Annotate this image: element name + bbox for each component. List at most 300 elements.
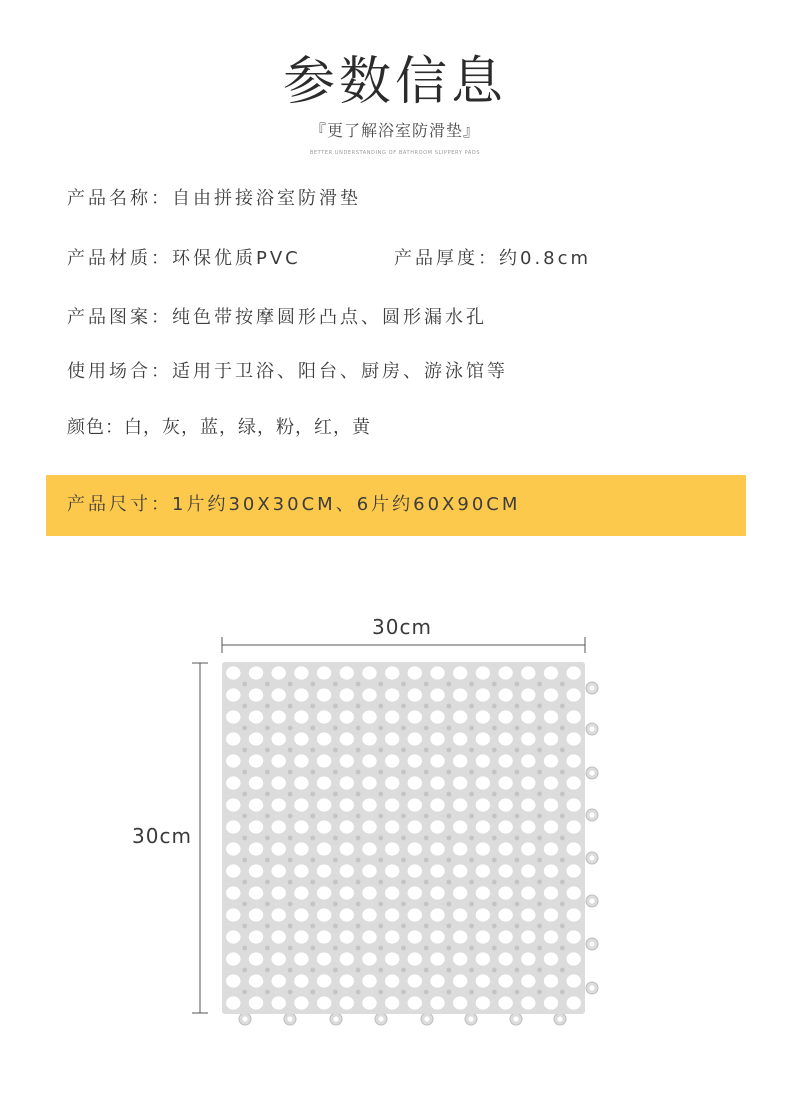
drain-hole <box>272 996 286 1009</box>
massage-bump <box>333 902 338 907</box>
massage-bump <box>492 770 497 775</box>
drain-hole <box>476 776 490 789</box>
drain-hole <box>544 886 558 899</box>
massage-bump <box>242 748 247 753</box>
massage-bump <box>515 902 520 907</box>
massage-bump <box>333 748 338 753</box>
drain-hole <box>294 842 308 855</box>
drain-hole <box>362 930 376 943</box>
spec-value: 自由拼接浴室防滑垫 <box>172 188 361 209</box>
massage-bump <box>424 770 429 775</box>
drain-hole <box>544 952 558 965</box>
bottom-connector-tabs <box>239 1013 566 1025</box>
massage-bump <box>265 990 270 995</box>
massage-bump <box>288 880 293 885</box>
massage-bump <box>560 880 565 885</box>
drain-hole <box>249 864 263 877</box>
massage-bump <box>265 748 270 753</box>
massage-bump <box>401 770 406 775</box>
drain-hole <box>340 798 354 811</box>
massage-bump <box>515 770 520 775</box>
massage-bump <box>537 968 542 973</box>
drain-hole <box>385 908 399 921</box>
massage-bump <box>242 726 247 731</box>
drain-hole <box>544 688 558 701</box>
right-connector-tabs <box>586 682 598 994</box>
drain-hole <box>340 886 354 899</box>
drain-hole <box>385 996 399 1009</box>
drain-hole <box>408 820 422 833</box>
spec-value: 白，灰，蓝，绿，粉，红，黄 <box>124 417 371 438</box>
drain-hole <box>567 952 581 965</box>
drain-hole <box>567 908 581 921</box>
massage-bump <box>537 858 542 863</box>
massage-bump <box>310 990 315 995</box>
drain-hole <box>317 688 331 701</box>
drain-hole <box>521 754 535 767</box>
connector-tab-hole <box>424 1016 429 1021</box>
spec-label: 产品名称： <box>67 188 172 209</box>
drain-hole <box>498 688 512 701</box>
massage-bump <box>265 704 270 709</box>
drain-hole <box>567 930 581 943</box>
drain-hole <box>430 952 444 965</box>
massage-bump <box>447 748 452 753</box>
massage-bump <box>333 968 338 973</box>
drain-hole <box>362 952 376 965</box>
connector-tab-hole <box>589 685 594 690</box>
height-dimension-line <box>192 663 208 1013</box>
massage-bump <box>378 726 383 731</box>
massage-bump <box>515 880 520 885</box>
massage-bump <box>265 836 270 841</box>
massage-bump <box>492 792 497 797</box>
massage-bump <box>424 924 429 929</box>
connector-tab-hole <box>589 855 594 860</box>
drain-hole <box>385 974 399 987</box>
drain-hole <box>226 842 240 855</box>
drain-hole <box>340 710 354 723</box>
massage-bump <box>356 704 361 709</box>
drain-hole <box>249 996 263 1009</box>
connector-tab-hole <box>468 1016 473 1021</box>
drain-hole <box>430 732 444 745</box>
massage-bump <box>469 682 474 687</box>
drain-hole <box>408 798 422 811</box>
massage-bump <box>492 836 497 841</box>
drain-hole <box>272 710 286 723</box>
drain-hole <box>385 710 399 723</box>
drain-hole <box>430 820 444 833</box>
drain-hole <box>294 996 308 1009</box>
drain-hole <box>294 864 308 877</box>
drain-hole <box>498 908 512 921</box>
massage-bump <box>515 748 520 753</box>
drain-hole <box>521 886 535 899</box>
drain-hole <box>362 710 376 723</box>
drain-hole <box>453 952 467 965</box>
drain-hole <box>453 842 467 855</box>
massage-bump <box>469 968 474 973</box>
massage-bump <box>310 792 315 797</box>
drain-hole <box>453 974 467 987</box>
massage-bump <box>310 770 315 775</box>
width-dimension-line <box>222 637 585 653</box>
massage-bump <box>333 880 338 885</box>
massage-bump <box>356 726 361 731</box>
massage-bump <box>401 924 406 929</box>
drain-hole <box>498 754 512 767</box>
drain-hole <box>408 710 422 723</box>
drain-hole <box>294 666 308 679</box>
massage-bump <box>288 902 293 907</box>
massage-bump <box>265 770 270 775</box>
massage-bump <box>469 704 474 709</box>
drain-hole <box>317 974 331 987</box>
massage-bump <box>515 968 520 973</box>
drain-hole <box>317 776 331 789</box>
drain-hole <box>385 776 399 789</box>
drain-hole <box>453 776 467 789</box>
massage-bump <box>515 704 520 709</box>
spec-label: 产品图案： <box>67 307 172 328</box>
drain-hole <box>453 886 467 899</box>
drain-hole <box>340 952 354 965</box>
drain-hole <box>453 710 467 723</box>
drain-hole <box>476 864 490 877</box>
massage-bump <box>492 902 497 907</box>
drain-hole <box>249 754 263 767</box>
drain-hole <box>249 952 263 965</box>
drain-hole <box>294 710 308 723</box>
drain-hole <box>272 864 286 877</box>
massage-bump <box>447 858 452 863</box>
drain-hole <box>476 952 490 965</box>
drain-hole <box>385 842 399 855</box>
drain-hole <box>453 820 467 833</box>
massage-bump <box>560 924 565 929</box>
drain-hole <box>430 886 444 899</box>
massage-bump <box>515 946 520 951</box>
massage-bump <box>537 880 542 885</box>
drain-hole <box>544 996 558 1009</box>
massage-bump <box>356 748 361 753</box>
drain-hole <box>340 688 354 701</box>
massage-bump <box>424 880 429 885</box>
massage-bump <box>310 880 315 885</box>
drain-hole <box>317 908 331 921</box>
drain-hole <box>340 820 354 833</box>
massage-bump <box>333 726 338 731</box>
spec-value: 约0.8cm <box>499 248 592 269</box>
massage-bump <box>447 968 452 973</box>
drain-hole <box>408 908 422 921</box>
drain-hole <box>294 776 308 789</box>
massage-bump <box>492 814 497 819</box>
massage-bump <box>401 990 406 995</box>
drain-hole <box>294 798 308 811</box>
massage-bump <box>288 946 293 951</box>
drain-hole <box>567 820 581 833</box>
connector-tab-hole <box>378 1016 383 1021</box>
massage-bump <box>242 880 247 885</box>
massage-bump <box>288 924 293 929</box>
drain-hole <box>476 842 490 855</box>
drain-hole <box>521 974 535 987</box>
drain-hole <box>567 710 581 723</box>
drain-hole <box>317 842 331 855</box>
drain-hole <box>249 688 263 701</box>
massage-bump <box>469 792 474 797</box>
massage-bump <box>560 858 565 863</box>
massage-bump <box>378 748 383 753</box>
drain-hole <box>544 864 558 877</box>
drain-hole <box>317 996 331 1009</box>
massage-bump <box>310 748 315 753</box>
drain-hole <box>272 974 286 987</box>
massage-bump <box>378 968 383 973</box>
massage-bump <box>310 946 315 951</box>
drain-hole <box>362 666 376 679</box>
spec-value: 1片约30X30CM、6片约60X90CM <box>172 494 521 515</box>
drain-hole <box>544 798 558 811</box>
drain-hole <box>544 666 558 679</box>
drain-hole <box>385 930 399 943</box>
drain-hole <box>498 842 512 855</box>
massage-bump <box>333 836 338 841</box>
massage-bump <box>537 682 542 687</box>
page-subtitle-english: BETTER UNDERSTANDING OF BATHROOM SLIPPERY PADS <box>309 150 481 156</box>
drain-hole <box>226 776 240 789</box>
drain-hole <box>453 930 467 943</box>
drain-hole <box>408 688 422 701</box>
massage-bump <box>401 682 406 687</box>
massage-bump <box>515 924 520 929</box>
drain-hole <box>317 820 331 833</box>
massage-bump <box>560 836 565 841</box>
drain-hole <box>567 974 581 987</box>
massage-bump <box>242 990 247 995</box>
massage-bump <box>378 902 383 907</box>
massage-bump <box>401 792 406 797</box>
massage-bump <box>492 946 497 951</box>
drain-hole <box>362 974 376 987</box>
drain-hole <box>362 820 376 833</box>
massage-bump <box>515 792 520 797</box>
drain-hole <box>521 666 535 679</box>
drain-hole <box>430 842 444 855</box>
massage-bump <box>560 770 565 775</box>
massage-bump <box>515 858 520 863</box>
drain-hole <box>340 930 354 943</box>
drain-hole <box>453 908 467 921</box>
drain-hole <box>453 798 467 811</box>
drain-hole <box>362 864 376 877</box>
drain-hole <box>226 710 240 723</box>
massage-bump <box>424 858 429 863</box>
massage-bump <box>492 748 497 753</box>
massage-bump <box>378 858 383 863</box>
drain-hole <box>249 908 263 921</box>
drain-hole <box>408 754 422 767</box>
drain-hole <box>498 666 512 679</box>
massage-bump <box>560 902 565 907</box>
page-title: 参数信息 <box>282 52 507 112</box>
drain-hole <box>430 776 444 789</box>
massage-bump <box>424 902 429 907</box>
spec-value: 环保优质PVC <box>172 248 301 269</box>
drain-hole <box>226 754 240 767</box>
drain-hole <box>385 886 399 899</box>
massage-bump <box>242 924 247 929</box>
massage-bump <box>537 990 542 995</box>
drain-hole <box>340 974 354 987</box>
drain-hole <box>408 974 422 987</box>
drain-hole <box>294 930 308 943</box>
massage-bump <box>310 858 315 863</box>
drain-hole <box>226 688 240 701</box>
massage-bump <box>492 990 497 995</box>
massage-bump <box>265 858 270 863</box>
massage-bump <box>492 726 497 731</box>
drain-hole <box>226 974 240 987</box>
massage-bump <box>515 682 520 687</box>
connector-tab-hole <box>589 941 594 946</box>
massage-bump <box>288 990 293 995</box>
massage-bump <box>265 968 270 973</box>
drain-hole <box>430 864 444 877</box>
drain-hole <box>430 710 444 723</box>
massage-bump <box>242 836 247 841</box>
massage-bump <box>356 902 361 907</box>
drain-hole <box>385 754 399 767</box>
spec-label: 产品尺寸： <box>67 494 172 515</box>
connector-tab-hole <box>513 1016 518 1021</box>
drain-hole <box>226 952 240 965</box>
connector-tab-hole <box>287 1016 292 1021</box>
drain-hole <box>340 842 354 855</box>
drain-hole <box>340 864 354 877</box>
massage-bump <box>378 990 383 995</box>
drain-hole <box>226 996 240 1009</box>
drain-hole <box>294 688 308 701</box>
width-dimension-label: 30cm <box>372 615 432 639</box>
connector-tab-hole <box>589 726 594 731</box>
drain-hole <box>317 710 331 723</box>
drain-hole <box>498 974 512 987</box>
drain-hole <box>567 688 581 701</box>
massage-bump <box>333 814 338 819</box>
massage-bump <box>356 814 361 819</box>
drain-hole <box>476 908 490 921</box>
drain-hole <box>385 798 399 811</box>
spec-value: 适用于卫浴、阳台、厨房、游泳馆等 <box>172 361 508 382</box>
massage-bump <box>447 880 452 885</box>
drain-hole <box>294 754 308 767</box>
drain-hole <box>226 930 240 943</box>
drain-hole <box>385 732 399 745</box>
drain-hole <box>544 842 558 855</box>
drain-hole <box>294 908 308 921</box>
massage-bump <box>492 858 497 863</box>
massage-bump <box>401 946 406 951</box>
drain-hole <box>272 952 286 965</box>
drain-hole <box>567 842 581 855</box>
massage-bump <box>447 946 452 951</box>
drain-hole <box>385 864 399 877</box>
drain-hole <box>521 952 535 965</box>
drain-hole <box>476 930 490 943</box>
massage-bump <box>492 682 497 687</box>
drain-hole <box>521 864 535 877</box>
massage-bump <box>447 836 452 841</box>
drain-hole <box>430 974 444 987</box>
massage-bump <box>537 946 542 951</box>
drain-hole <box>521 776 535 789</box>
drain-hole <box>544 710 558 723</box>
massage-bump <box>288 792 293 797</box>
massage-bump <box>333 704 338 709</box>
massage-bump <box>469 770 474 775</box>
drain-hole <box>272 688 286 701</box>
massage-bump <box>560 704 565 709</box>
spec-label: 产品材质： <box>67 248 172 269</box>
massage-bump <box>560 968 565 973</box>
massage-bump <box>333 682 338 687</box>
massage-bump <box>242 704 247 709</box>
drain-hole <box>272 842 286 855</box>
drain-hole <box>408 886 422 899</box>
drain-hole <box>544 930 558 943</box>
drain-hole <box>294 886 308 899</box>
drain-hole <box>476 732 490 745</box>
massage-bump <box>310 682 315 687</box>
massage-bump <box>333 770 338 775</box>
drain-hole <box>317 864 331 877</box>
massage-bump <box>265 902 270 907</box>
spec-label: 颜色： <box>67 417 124 438</box>
massage-bump <box>560 748 565 753</box>
drain-hole <box>498 886 512 899</box>
massage-bump <box>333 924 338 929</box>
massage-bump <box>356 990 361 995</box>
drain-hole <box>498 930 512 943</box>
massage-bump <box>288 968 293 973</box>
massage-bump <box>447 770 452 775</box>
drain-hole <box>385 820 399 833</box>
massage-bump <box>356 946 361 951</box>
massage-bump <box>401 858 406 863</box>
drain-hole <box>226 820 240 833</box>
drain-hole <box>385 688 399 701</box>
massage-bump <box>401 902 406 907</box>
massage-bump <box>288 814 293 819</box>
drain-hole <box>226 908 240 921</box>
drain-hole <box>362 842 376 855</box>
massage-bump <box>265 726 270 731</box>
drain-hole <box>544 732 558 745</box>
drain-hole <box>226 864 240 877</box>
massage-bump <box>537 836 542 841</box>
massage-bump <box>288 704 293 709</box>
massage-bump <box>356 880 361 885</box>
drain-hole <box>249 710 263 723</box>
drain-hole <box>408 952 422 965</box>
massage-bump <box>560 792 565 797</box>
massage-bump <box>242 814 247 819</box>
massage-bump <box>356 682 361 687</box>
massage-bump <box>378 946 383 951</box>
